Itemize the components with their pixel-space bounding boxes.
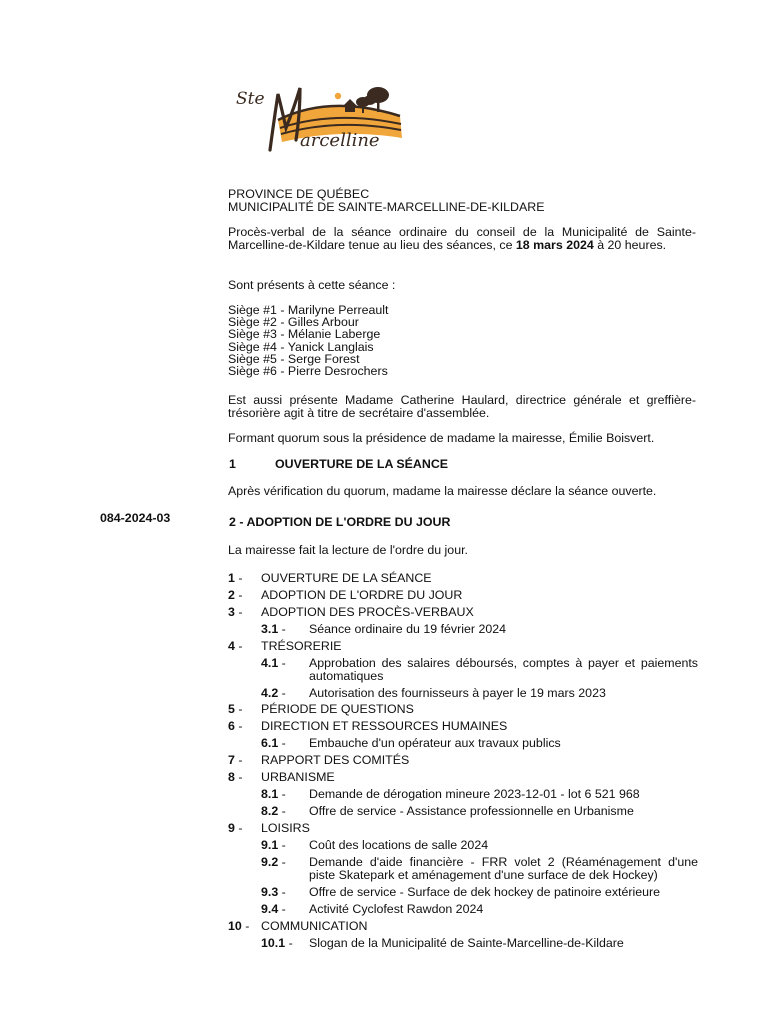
agenda-number-text: 6 <box>228 719 235 734</box>
agenda-item-label: Offre de service - Assistance professionnelle en Urbanisme <box>309 804 634 819</box>
agenda-number-text: 9.3 <box>261 884 279 899</box>
intro-text-end: à 20 heures. <box>593 237 667 252</box>
agenda-item <box>228 822 698 835</box>
agenda-item-label: Approbation des salaires déboursés, comptes à payer et paiements automatiques <box>309 655 698 683</box>
agenda-item-number: 1 - <box>228 571 243 585</box>
members-list <box>228 304 388 377</box>
agenda-subitem <box>228 657 698 682</box>
agenda-item-label: ADOPTION DES PROCÈS-VERBAUX <box>261 604 474 619</box>
agenda-item-number: 9.3 - <box>261 884 286 899</box>
section-1-number: 1 <box>229 457 236 471</box>
agenda-number-text: 10.1 <box>261 935 286 950</box>
agenda-item-label: OUVERTURE DE LA SÉANCE <box>261 571 432 585</box>
agenda-item <box>228 589 698 602</box>
agenda-item-label: DIRECTION ET RESSOURCES HUMAINES <box>261 719 508 734</box>
agenda-item-label: URBANISME <box>261 770 335 785</box>
agenda-item-number: 4 - <box>228 638 243 653</box>
member-item: Siège #3 - Mélanie Laberge <box>228 327 381 342</box>
agenda-number-text: 9 <box>228 821 235 836</box>
agenda-number-text: 3.1 <box>261 621 279 636</box>
agenda-item-label: Séance ordinaire du 19 février 2024 <box>309 621 507 636</box>
agenda-item-label: TRÉSORERIE <box>261 638 342 653</box>
agenda-subitem <box>228 737 698 750</box>
member-item: Siège #5 - Serge Forest <box>228 351 360 366</box>
agenda-subitem <box>228 788 698 801</box>
agenda-subitem <box>228 805 698 818</box>
member-item: Siège #1 - Marilyne Perreault <box>228 303 389 317</box>
section-1-title: OUVERTURE DE LA SÉANCE <box>275 457 449 471</box>
agenda-item-number: 3.1 - <box>261 621 286 636</box>
agenda-item-number: 6 - <box>228 719 243 734</box>
agenda-number-text: 9.2 <box>261 855 279 870</box>
agenda-number-text: 1 <box>228 571 235 585</box>
agenda-item <box>228 703 698 716</box>
agenda-item-number: 3 - <box>228 604 243 619</box>
agenda-item <box>228 771 698 784</box>
agenda-subitem <box>228 687 698 700</box>
agenda-item-number: 4.1 - <box>261 655 286 670</box>
agenda-number-text: 5 <box>228 702 235 717</box>
agenda-item-label: Autorisation des fournisseurs à payer le 19 mars 2023 <box>309 685 606 700</box>
member-item: Siège #4 - Yanick Langlais <box>228 339 374 354</box>
agenda-item-number: 10 - <box>228 918 250 933</box>
also-present-paragraph: Est aussi présente Madame Catherine Haulard, directrice générale et greffière-trésorière agit à titre de secrétaire d'assemblée. <box>228 393 696 420</box>
quorum-paragraph: Formant quorum sous la présidence de madame la mairesse, Émilie Boisvert. <box>228 431 655 445</box>
member-item: Siège #6 - Pierre Desrochers <box>228 364 388 379</box>
header-province: PROVINCE DE QUÉBEC <box>228 187 370 201</box>
meeting-date: 18 mars 2024 <box>515 237 594 252</box>
logo-text-name: arcelline <box>300 130 380 151</box>
agenda-item-number: 6.1 - <box>261 736 286 751</box>
agenda-item-number: 8.1 - <box>261 787 286 802</box>
agenda-item-label: Embauche d'un opérateur aux travaux publics <box>309 736 561 751</box>
agenda-number-text: 8.2 <box>261 804 279 819</box>
logo-text-ste: Ste <box>236 89 265 109</box>
member-item: Siège #2 - Gilles Arbour <box>228 315 359 330</box>
agenda-item-label: Coût des locations de salle 2024 <box>309 838 489 853</box>
document-header <box>228 188 544 213</box>
agenda-item <box>228 606 698 619</box>
intro-text: Procès-verbal de la séance ordinaire du conseil de la Municipalité de Sainte-Marcelline-de-Kildare tenue au lieu des séances, ce <box>228 225 696 252</box>
agenda-item-number: 2 - <box>228 587 243 602</box>
intro-paragraph <box>228 226 696 251</box>
section-2-text: La mairesse fait la lecture de l'ordre du jour. <box>228 543 468 557</box>
agenda-number-text: 8 <box>228 770 235 785</box>
agenda-subitem <box>228 856 698 881</box>
present-title: Sont présents à cette séance : <box>228 278 396 292</box>
agenda-item-label: RAPPORT DES COMITÉS <box>261 753 410 768</box>
agenda-item-label: Activité Cyclofest Rawdon 2024 <box>309 901 484 916</box>
agenda-number-text: 9.4 <box>261 901 279 916</box>
agenda-number-text: 10 <box>228 918 242 933</box>
agenda-item-label: Offre de service - Surface de dek hockey de patinoire extérieure <box>309 884 661 899</box>
agenda-subitem <box>228 937 698 950</box>
agenda-item-number: 7 - <box>228 753 243 768</box>
agenda-item-label: COMMUNICATION <box>261 918 368 933</box>
agenda-list <box>228 572 698 954</box>
agenda-item <box>228 640 698 653</box>
agenda-number-text: 8.1 <box>261 787 279 802</box>
section-2-title: 2 - ADOPTION DE L'ORDRE DU JOUR <box>229 515 451 529</box>
agenda-item-label: PÉRIODE DE QUESTIONS <box>261 702 414 717</box>
agenda-item-label: Slogan de la Municipalité de Sainte-Marcelline-de-Kildare <box>309 935 624 950</box>
agenda-item-label: Demande d'aide financière - FRR volet 2 (Réaménagement d'une piste Skatepark et aménagement d'une surface de dek Hockey) <box>309 855 698 882</box>
agenda-subitem <box>228 903 698 916</box>
agenda-number-text: 3 <box>228 604 235 619</box>
agenda-item-number: 9.4 - <box>261 901 286 916</box>
agenda-item-label: ADOPTION DE L'ORDRE DU JOUR <box>261 587 463 602</box>
municipality-logo <box>230 80 420 158</box>
header-municipality: MUNICIPALITÉ DE SAINTE-MARCELLINE-DE-KILDARE <box>228 199 545 214</box>
agenda-number-text: 9.1 <box>261 838 279 853</box>
agenda-subitem <box>228 886 698 899</box>
agenda-subitem <box>228 623 698 636</box>
agenda-item-number: 9.2 - <box>261 855 286 870</box>
resolution-number: 084-2024-03 <box>100 511 171 525</box>
agenda-item-number: 8.2 - <box>261 804 286 819</box>
agenda-number-text: 6.1 <box>261 736 279 751</box>
agenda-item-number: 5 - <box>228 702 243 717</box>
agenda-number-text: 4.2 <box>261 685 279 700</box>
agenda-item-number: 9.1 - <box>261 838 286 853</box>
agenda-number-text: 2 <box>228 587 235 602</box>
agenda-number-text: 4.1 <box>261 655 279 670</box>
agenda-item <box>228 920 698 933</box>
agenda-item-number: 9 - <box>228 821 243 836</box>
agenda-number-text: 4 <box>228 638 235 653</box>
agenda-item-number: 10.1 - <box>261 935 293 950</box>
section-1-text: Après vérification du quorum, madame la mairesse déclare la séance ouverte. <box>228 484 657 498</box>
logo-graphic <box>230 80 420 158</box>
agenda-item-number: 8 - <box>228 770 243 785</box>
agenda-subitem <box>228 839 698 852</box>
agenda-item <box>228 572 698 585</box>
agenda-item <box>228 754 698 767</box>
agenda-number-text: 7 <box>228 753 235 768</box>
agenda-item <box>228 720 698 733</box>
agenda-item-number: 4.2 - <box>261 685 286 700</box>
agenda-item-label: Demande de dérogation mineure 2023-12-01 - lot 6 521 968 <box>309 787 640 802</box>
agenda-item-label: LOISIRS <box>261 821 310 836</box>
